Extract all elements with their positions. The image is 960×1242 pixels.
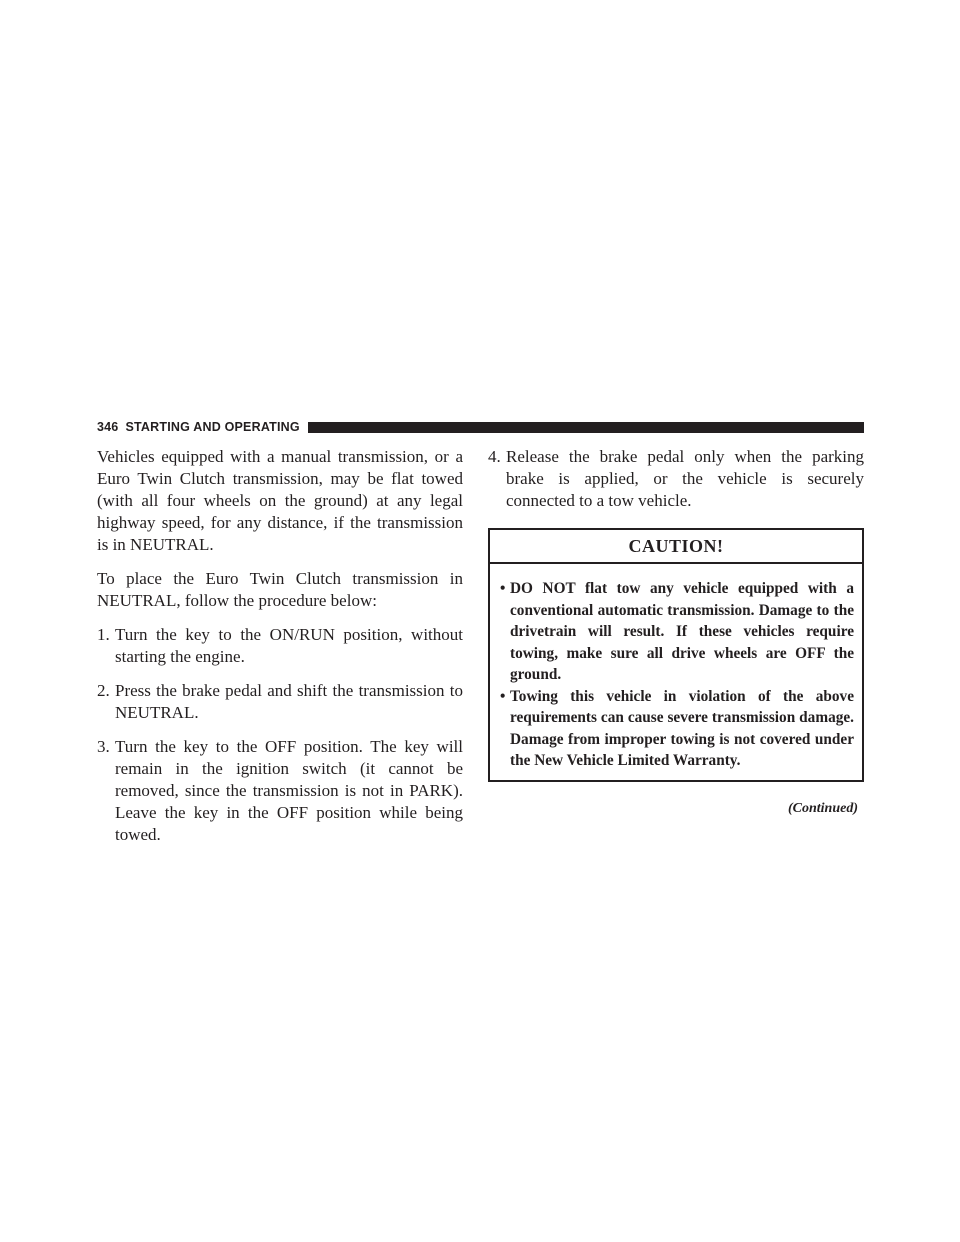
- page-number: 346: [97, 420, 119, 434]
- step-text: Press the brake pedal and shift the transmission to NEUTRAL.: [115, 681, 463, 722]
- left-column: [97, 446, 463, 858]
- section-title: STARTING AND OPERATING: [125, 420, 300, 434]
- paragraph-flat-towing: Vehicles equipped with a manual transmission, or a Euro Twin Clutch transmission, may be flat towed (with all four wheels on the ground) at any legal highway speed, for any distance, if the transmission is in NEUTRAL.: [97, 447, 463, 554]
- caution-body: [490, 564, 862, 780]
- step-text: Turn the key to the ON/RUN position, without starting the engine.: [115, 625, 463, 666]
- page-header: [97, 419, 864, 435]
- continued-note: (Continued): [787, 800, 858, 816]
- caution-title: CAUTION!: [490, 530, 862, 564]
- step-item: [97, 736, 463, 846]
- bullet-icon: •: [500, 687, 506, 705]
- caution-item-text: Towing this vehicle in violation of the above requirements can cause severe transmission damage. Damage from improper towing is not covered under the New Vehicle Limited Warranty.: [510, 687, 854, 769]
- step-number: 4.: [488, 447, 501, 466]
- step-number: 1.: [97, 625, 110, 644]
- step-number: 2.: [97, 681, 110, 700]
- step-text: Turn the key to the OFF position. The key will remain in the ignition switch (it cannot be removed, since the transmission is not in PARK). Leave the key in the OFF position while being towed.: [115, 737, 463, 844]
- step-item: [488, 446, 864, 512]
- caution-item-text: DO NOT flat tow any vehicle equipped with a conventional automatic transmission. Damage to the drivetrain will result. If these vehicles require towing, make sure all drive wheels are OFF the ground.: [510, 580, 854, 683]
- caution-item: [500, 686, 854, 772]
- step-number: 3.: [97, 737, 110, 756]
- step-item: [97, 624, 463, 668]
- step-text: Release the brake pedal only when the parking brake is applied, or the vehicle is securely connected to a tow vehicle.: [506, 447, 864, 510]
- right-column: [488, 446, 864, 820]
- bullet-icon: •: [500, 580, 506, 597]
- header-rule: [308, 422, 864, 433]
- step-item: [97, 680, 463, 724]
- caution-item: [500, 578, 854, 686]
- paragraph-neutral-intro: To place the Euro Twin Clutch transmission in NEUTRAL, follow the procedure below:: [97, 569, 463, 610]
- caution-box: [488, 528, 864, 782]
